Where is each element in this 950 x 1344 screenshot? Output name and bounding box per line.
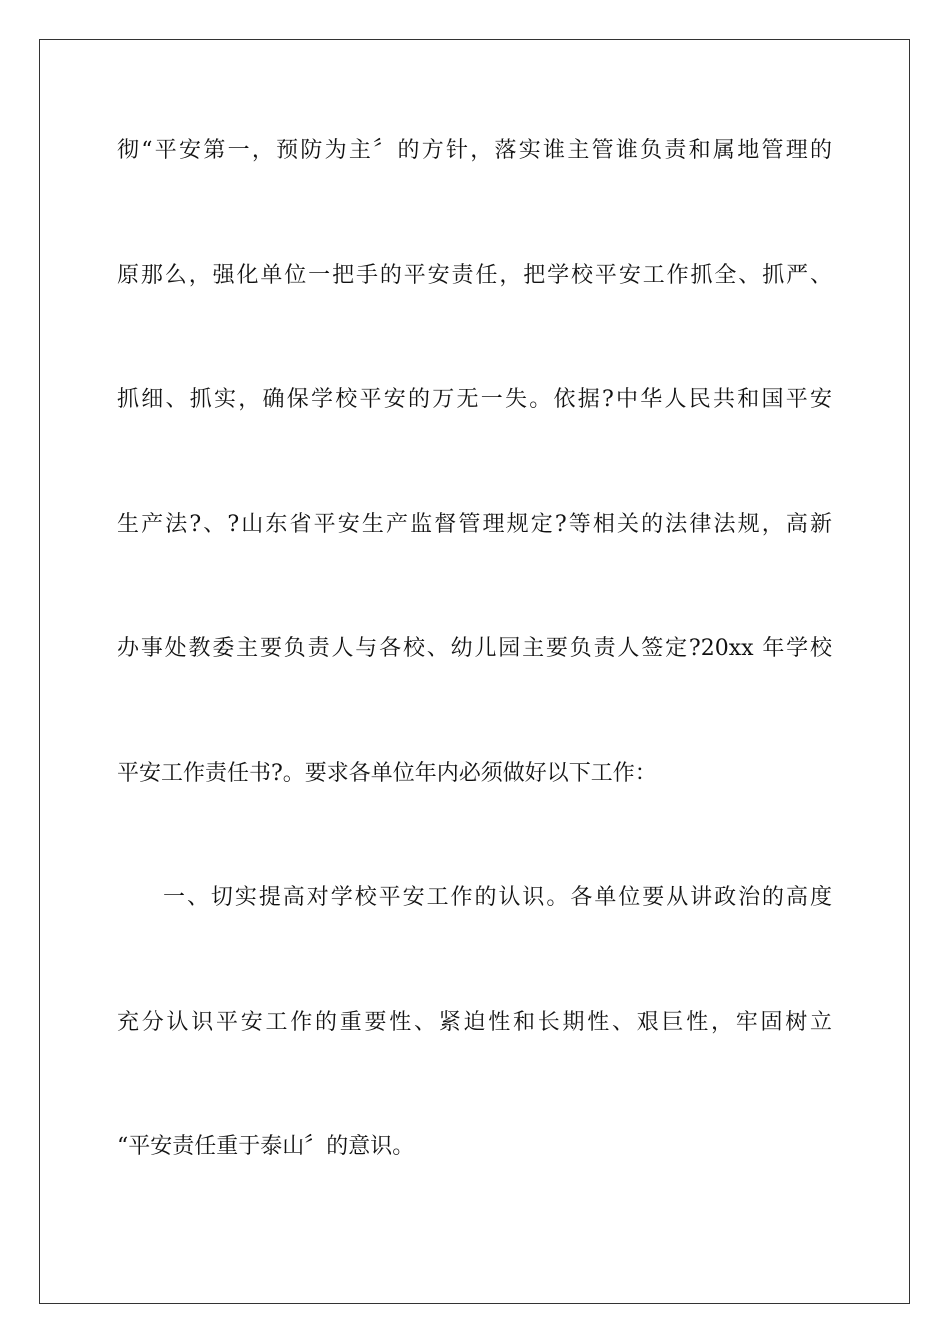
body-text-line-4: 生产法?、?山东省平安生产监督管理规定?等相关的法律法规，高新 (117, 512, 832, 537)
section-heading-line: 一、切实提高对学校平安工作的认识。各单位要从讲政治的高度 (163, 885, 832, 910)
body-text-line-8: 充分认识平安工作的重要性、紧迫性和长期性、艰巨性，牢固树立 (117, 1010, 832, 1035)
body-text-line-6: 平安工作责任书?。要求各单位年内必须做好以下工作： (117, 761, 657, 786)
page-border (39, 39, 910, 1304)
body-text-line-2: 原那么，强化单位一把手的平安责任，把学校平安工作抓全、抓严、 (117, 263, 832, 288)
body-text-line-5: 办事处教委主要负责人与各校、幼儿园主要负责人签定?20xx 年学校 (117, 636, 832, 661)
body-text-line-1: 彻“平安第一，预防为主〞的方针，落实谁主管谁负责和属地管理的 (117, 138, 832, 163)
body-text-line-3: 抓细、抓实，确保学校平安的万无一失。依据?中华人民共和国平安 (117, 387, 832, 412)
body-text-line-9: “平安责任重于泰山〞的意识。 (117, 1134, 415, 1159)
